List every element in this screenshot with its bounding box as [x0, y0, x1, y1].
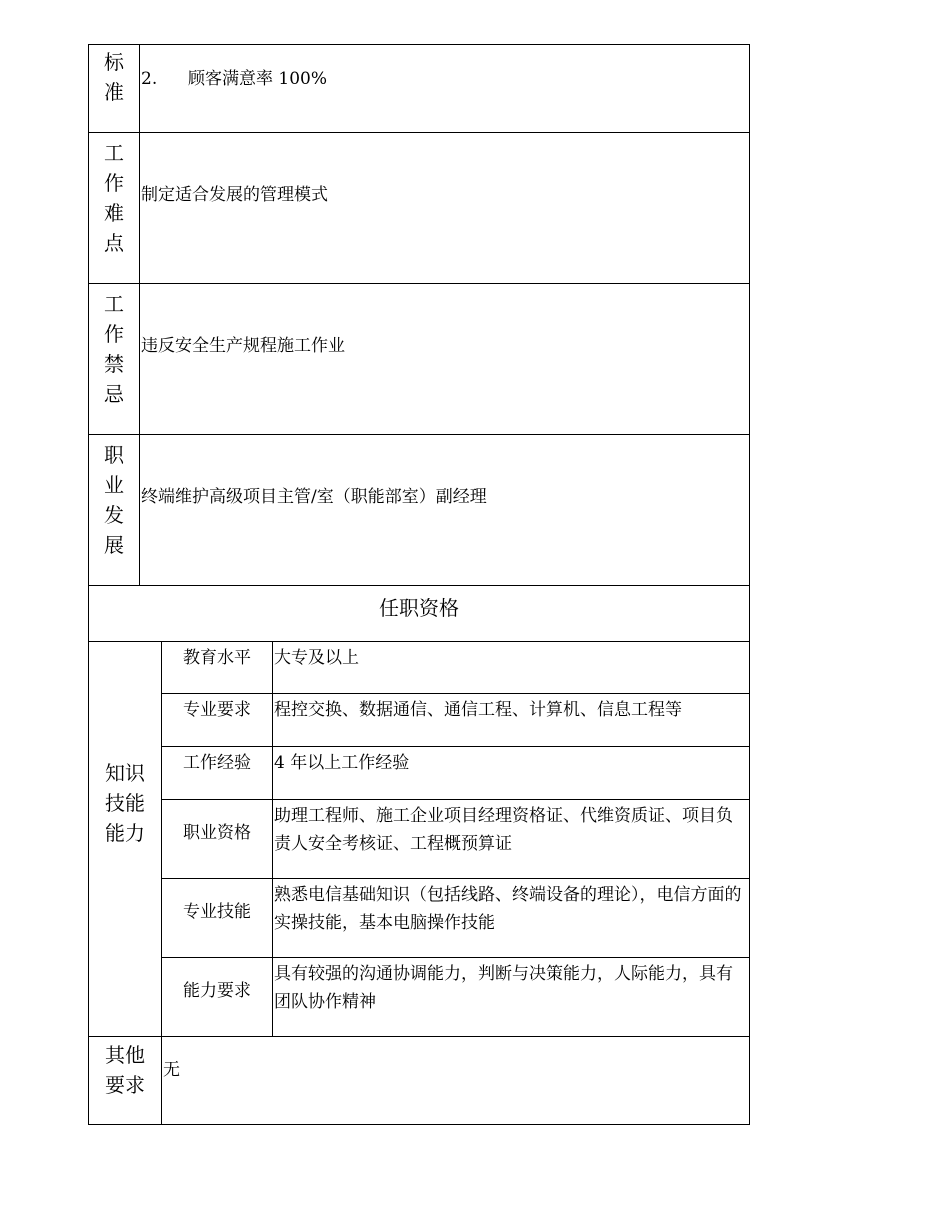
education-label-cell [161, 641, 273, 694]
career-value: 终端维护高级项目主管/室（职能部室）副经理 [141, 487, 487, 507]
experience-value-cell [272, 746, 750, 800]
ability-value-cell [272, 957, 750, 1037]
taboo-value: 违反安全生产规程施工作业 [141, 336, 345, 356]
skills-value: 熟悉电信基础知识（包括线路、终端设备的理论），电信方面的实操技能，基本电脑操作技能 [274, 885, 742, 933]
qualifications-title: 任职资格 [379, 596, 459, 620]
career-label: 职业发展 [104, 443, 124, 557]
major-label: 专业要求 [183, 700, 251, 720]
standard-item-text: 顾客满意率 100% [188, 69, 328, 89]
difficulty-value: 制定适合发展的管理模式 [141, 185, 328, 205]
other-label-cell [88, 1036, 162, 1125]
education-label: 教育水平 [183, 648, 251, 668]
other-value: 无 [163, 1060, 180, 1080]
taboo-value-cell [139, 283, 750, 435]
standard-label: 标准 [104, 50, 124, 104]
skills-value-cell [272, 878, 750, 958]
standard-label-cell [88, 44, 140, 133]
difficulty-label: 工作难点 [104, 141, 124, 255]
education-value-cell [272, 641, 750, 694]
taboo-label-cell [88, 283, 140, 435]
major-value: 程控交换、数据通信、通信工程、计算机、信息工程等 [274, 700, 682, 720]
difficulty-value-cell [139, 132, 750, 284]
education-value: 大专及以上 [274, 648, 359, 668]
other-label: 其他要求 [105, 1043, 145, 1097]
taboo-label: 工作禁忌 [104, 292, 124, 406]
career-value-cell [139, 434, 750, 586]
major-value-cell [272, 693, 750, 747]
certification-value-cell [272, 799, 750, 879]
qualifications-title-cell [88, 585, 750, 642]
certification-label-cell [161, 799, 273, 879]
difficulty-label-cell [88, 132, 140, 284]
standard-value-cell [139, 44, 750, 133]
certification-label: 职业资格 [183, 823, 251, 843]
ability-label-cell [161, 957, 273, 1037]
experience-label-cell [161, 746, 273, 800]
major-label-cell [161, 693, 273, 747]
knowledge-group-label-cell [88, 641, 162, 1037]
standard-item-number: 2. [141, 69, 158, 89]
experience-label: 工作经验 [183, 753, 251, 773]
skills-label-cell [161, 878, 273, 958]
skills-label: 专业技能 [183, 902, 251, 922]
career-label-cell [88, 434, 140, 586]
ability-label: 能力要求 [183, 981, 251, 1001]
experience-value: 4 年以上工作经验 [274, 753, 410, 773]
ability-value: 具有较强的沟通协调能力，判断与决策能力，人际能力，具有团队协作精神 [274, 964, 733, 1012]
knowledge-group-label: 知识技能能力 [105, 761, 145, 845]
certification-value: 助理工程师、施工企业项目经理资格证、代维资质证、项目负责人安全考核证、工程概预算证 [274, 806, 733, 854]
other-value-cell [161, 1036, 750, 1125]
